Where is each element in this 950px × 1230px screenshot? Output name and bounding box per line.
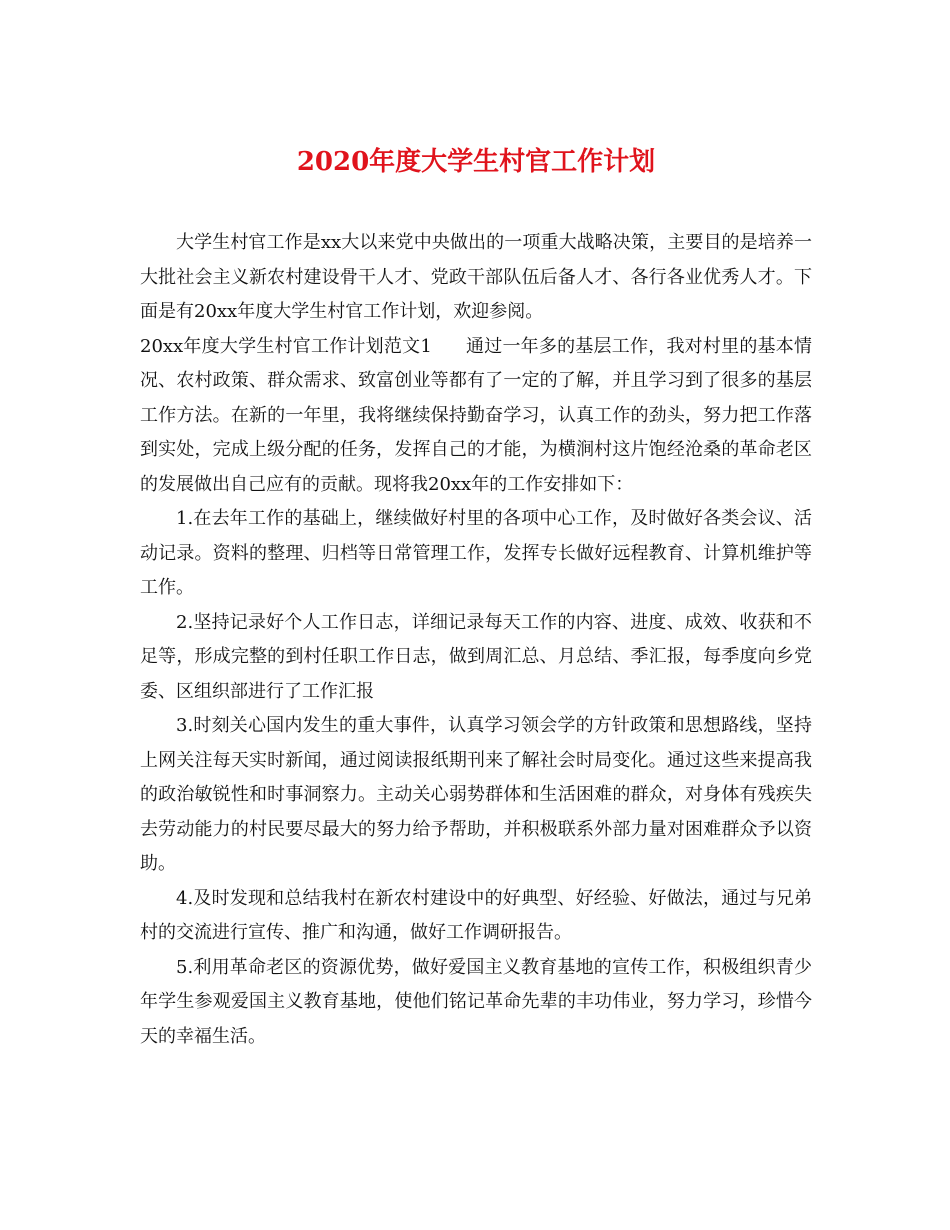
intro-paragraph: 大学生村官工作是xx大以来党中央做出的一项重大战略决策，主要目的是培养一大批社会主义新农村建设骨干人才、党政干部队伍后备人才、各行各业优秀人才。下面是有20xx年度大学生村官工作计划，欢迎参阅。: [140, 232, 812, 322]
document-page: [140, 140, 812, 1054]
document-title: 2020年度大学生村官工作计划: [296, 147, 656, 177]
list-item: 2.坚持记录好个人工作日志，详细记录每天工作的内容、进度、成效、收获和不足等，形成完整的到村任职工作日志，做到周汇总、月总结、季汇报，每季度向乡党委、区组织部进行了工作汇报: [140, 611, 812, 702]
list-item: 3.时刻关心国内发生的重大事件，认真学习领会学的方针政策和思想路线，坚持上网关注每天实时新闻，通过阅读报纸期刊来了解社会时局变化。通过这些来提高我的政治敏锐性和时事洞察力。主动关心弱势群体和生活困难的群众，对身体有残疾失去劳动能力的村民要尽最大的努力给予帮助，并积极联系外部力量对困难群众予以资助。: [140, 715, 812, 874]
list-item: 5.利用革命老区的资源优势，做好爱国主义教育基地的宣传工作，积极组织青少年学生参观爱国主义教育基地，使他们铭记革命先辈的丰功伟业，努力学习，珍惜今天的幸福生活。: [140, 956, 812, 1047]
section-heading: 20xx年度大学生村官工作计划范文1: [140, 335, 432, 357]
list-item: 4.及时发现和总结我村在新农村建设中的好典型、好经验、好做法，通过与兄弟村的交流进行宣传、推广和沟通，做好工作调研报告。: [140, 887, 812, 943]
section-paragraph: [140, 330, 812, 503]
section-intro: 通过一年多的基层工作，我对村里的基本情况、农村政策、群众需求、致富创业等都有了一定的了解，并且学习到了很多的基层工作方法。在新的一年里，我将继续保持勤奋学习，认真工作的劲头，努力把工作落到实处，完成上级分配的任务，发挥自己的才能，为横涧村这片饱经沧桑的革命老区的发展做出自己应有的贡献。现将我20xx年的工作安排如下：: [140, 335, 812, 495]
list-item: 1.在去年工作的基础上，继续做好村里的各项中心工作，及时做好各类会议、活动记录。资料的整理、归档等日常管理工作，发挥专长做好远程教育、计算机维护等工作。: [140, 508, 812, 598]
